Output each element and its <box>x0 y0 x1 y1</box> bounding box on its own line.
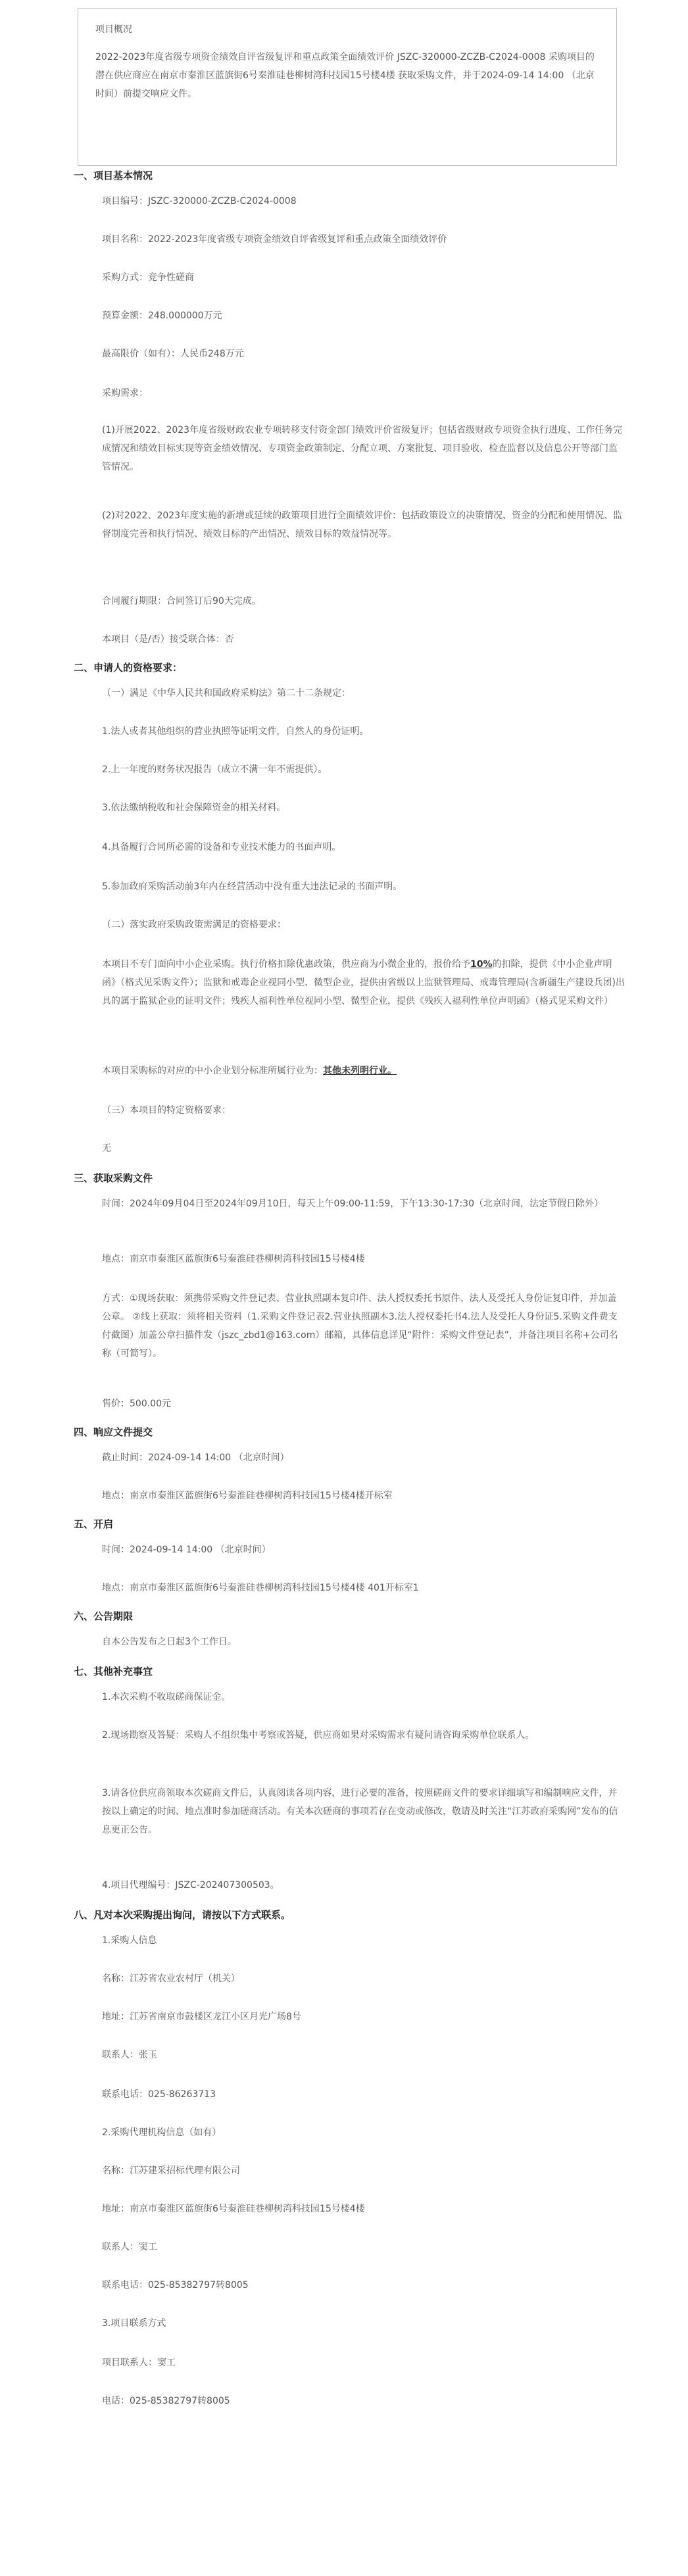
qualification-item-4: 4.具备履行合同所必需的设备和专业技术能力的书面声明。 <box>102 842 341 853</box>
purchaser-phone: 联系电话：025-86263713 <box>102 2089 216 2100</box>
project-number: 项目编号：JSZC-320000-ZCZB-C2024-0008 <box>102 196 297 207</box>
obtain-method: 方式：①现场获取：须携带采购文件登记表、营业执照副本复印件、法人授权委托书原件、法人及受托人身份证复印件，并加盖公章。 ②线上获取：须将相关资料（1.采购文件登记表2.营业执照副本3.法人授权委托书4.法人及受托人身份证5.采购文件费支付截图）加盖公章扫描件发（jszc_zbd1@163.com）邮箱，具体信息详见“附件：采购文件登记表”，并备注项目名称+公司名称（可简写）。 <box>102 1293 618 1359</box>
announcement-period: 自本公告发布之日起3个工作日。 <box>102 1637 237 1647</box>
project-contact-person: 项目联系人：窦工 <box>102 2358 176 2368</box>
project-contact-phone: 电话：025-85382797转8005 <box>102 2396 230 2406</box>
qualification-item-2: 2.上一年度的财务状况报告（成立不满一年不需提供）。 <box>102 764 328 775</box>
qualification-2-title: （二）落实政府采购政策需满足的资格要求： <box>102 920 286 930</box>
opening-place: 地点：南京市秦淮区蓝旗街6号秦淮硅巷柳树湾科技园15号楼4楼 401开标室1 <box>102 1583 419 1593</box>
submission-place: 地点：南京市秦淮区蓝旗街6号秦淮硅巷柳树湾科技园15号楼4楼开标室 <box>102 1491 393 1501</box>
sme-policy <box>102 955 625 1010</box>
obtain-time: 时间：2024年09月04日至2024年09月10日，每天上午09:00-11:59，下午13:30-17:30（北京时间，法定节假日除外） <box>102 1199 603 1209</box>
obtain-place: 地点：南京市秦淮区蓝旗街6号秦淮硅巷柳树湾科技园15号楼4楼 <box>102 1254 365 1264</box>
sme-discount-percent: 10% <box>470 959 493 970</box>
budget-amount: 预算金额：248.000000万元 <box>102 310 222 321</box>
requirements-title: 采购需求： <box>102 388 148 399</box>
section-8-heading: 八、凡对本次采购提出询问，请按以下方式联系。 <box>74 1909 291 1921</box>
qualification-item-1: 1.法人或者其他组织的营业执照等证明文件，自然人的身份证明。 <box>102 726 369 737</box>
max-price: 最高限价（如有）：人民币248万元 <box>102 349 244 359</box>
note-3: 3.请各位供应商领取本次磋商文件后，认真阅读各项内容，进行必要的准备，按照磋商文件的要求详细填写和编制响应文件，并按以上确定的时间、地点准时参加磋商活动。有关本次磋商的事项若存在变动或修改，敬请及时关注“江苏政府采购网”发布的信息更正公告。 <box>102 1788 618 1835</box>
qualification-3-title: （三）本项目的特定资格要求： <box>102 1105 231 1116</box>
special-qualification-none: 无 <box>102 1143 111 1154</box>
opening-time: 时间：2024-09-14 14:00 （北京时间） <box>102 1545 271 1555</box>
industry-value: 其他未列明行业。 <box>323 1066 397 1076</box>
agency-title: 2.采购代理机构信息（如有） <box>102 2127 222 2138</box>
section-3-heading: 三、获取采购文件 <box>74 1172 153 1184</box>
industry-text: 本项目采购标的对应的中小企业划分标准所属行业为： <box>102 1066 323 1076</box>
section-7-heading: 七、其他补充事宜 <box>74 1666 153 1677</box>
submission-deadline: 截止时间：2024-09-14 14:00 （北京时间） <box>102 1452 289 1463</box>
sme-policy-text-a: 本项目不专门面向中小企业采购。执行价格扣除优惠政策，供应商为小微企业的，报价给予 <box>102 959 470 970</box>
project-summary-box <box>78 8 617 166</box>
qualification-1-title: （一）满足《中华人民共和国政府采购法》第二十二条规定： <box>102 688 351 699</box>
project-name: 项目名称：2022-2023年度省级专项资金绩效自评省级复评和重点政策全面绩效评价 <box>102 234 447 245</box>
purchaser-contact: 联系人：张玉 <box>102 2050 157 2060</box>
section-4-heading: 四、响应文件提交 <box>74 1426 153 1438</box>
contract-term: 合同履行期限：合同签订后90天完成。 <box>102 596 261 607</box>
requirement-2: (2)对2022、2023年度实施的新增或延续的政策项目进行全面绩效评价：包括政策设立的决策情况、资金的分配和使用情况、监督制度完善和执行情况、绩效目标的产出情况、绩效目标的效益情况等。 <box>102 510 623 539</box>
section-5-heading: 五、开启 <box>74 1518 114 1530</box>
section-6-heading: 六、公告期限 <box>74 1610 134 1622</box>
procurement-method: 采购方式：竞争性磋商 <box>102 272 194 283</box>
sme-policy-text-b: 的扣除，提供《中小企业声明函》（格式见采购文件）；监狱和戒毒企业视同小型、微型企业，提供由省级以上监狱管理局、戒毒管理局(含新疆生产建设兵团)出具的属于监狱企业的证明文件；残疾人福利性单位视同小型、微型企业，提供《残疾人福利性单位声明函》（格式见采购文件） <box>102 959 625 1006</box>
qualification-item-3: 3.依法缴纳税收和社会保障资金的相关材料。 <box>102 803 286 813</box>
agency-contact: 联系人：窦工 <box>102 2242 157 2252</box>
qualification-item-5: 5.参加政府采购活动前3年内在经营活动中没有重大违法记录的书面声明。 <box>102 881 403 892</box>
agency-phone: 联系电话：025-85382797转8005 <box>102 2280 249 2291</box>
note-4: 4.项目代理编号：JSZC-202407300503。 <box>102 1880 280 1891</box>
agency-address: 地址：南京市秦淮区蓝旗街6号秦淮硅巷柳树湾科技园15号楼4楼 <box>102 2204 365 2214</box>
agency-name: 名称：江苏建采招标代理有限公司 <box>102 2166 240 2176</box>
note-1: 1.本次采购不收取磋商保证金。 <box>102 1692 231 1702</box>
summary-title: 项目概况 <box>95 24 132 35</box>
purchaser-title: 1.采购人信息 <box>102 1935 157 1946</box>
project-contact-title: 3.项目联系方式 <box>102 2318 166 2329</box>
document-price: 售价：500.00元 <box>102 1399 171 1409</box>
section-2-heading: 二、申请人的资格要求： <box>74 662 183 674</box>
requirement-1: (1)开展2022、2023年度省级财政农业专项转移支付资金部门绩效评价省级复评；包括省级财政专项资金执行进度、工作任务完成情况和绩效目标实现等资金绩效情况、专项资金政策制定、分配立项、方案批复、项目验收、检查监督以及信息公开等部门监管情况。 <box>102 425 623 472</box>
industry-standard <box>102 1062 625 1080</box>
section-1-heading: 一、项目基本情况 <box>74 170 153 182</box>
note-2: 2.现场勘察及答疑：采购人不组织集中考察或答疑，供应商如果对采购需求有疑问请咨询采购单位联系人。 <box>102 1730 535 1741</box>
summary-text: 2022-2023年度省级专项资金绩效自评省级复评和重点政策全面绩效评价 JSZC-320000-ZCZB-C2024-0008 采购项目的潜在供应商应在南京市秦淮区蓝旗街6号秦淮硅巷柳树湾科技园15号楼4楼 获取采购文件，并于2024-09-14 14:00 （北京时间）前提交响应文件。 <box>95 52 595 99</box>
purchaser-name: 名称：江苏省农业农村厅（机关） <box>102 1973 240 1984</box>
purchaser-address: 地址：江苏省南京市鼓楼区龙江小区月光广场8号 <box>102 2012 301 2022</box>
consortium: 本项目（是/否）接受联合体：否 <box>102 634 234 645</box>
